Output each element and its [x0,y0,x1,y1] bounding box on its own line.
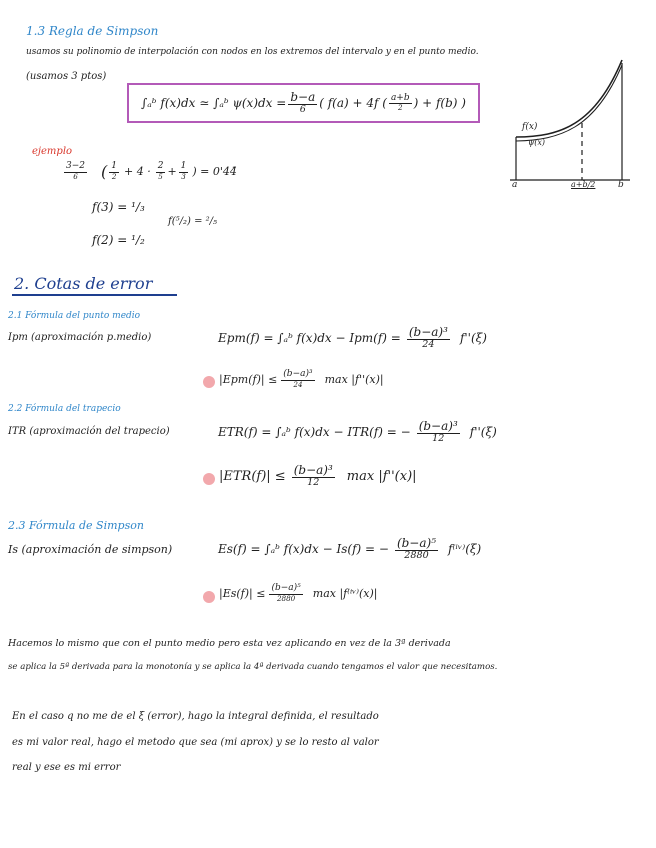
pm-equation [218,326,487,351]
tr-eq-num: (b−a)³ [418,419,458,433]
example-open: ( [101,162,108,181]
sp-eq-den: 2880 [404,550,429,562]
sp-eq-frac [395,537,438,562]
sp-bound-frac [269,584,302,603]
example-plus: + [167,165,177,178]
sp-heading: 2.3 Fórmula de Simpson [8,519,144,532]
sp-bound-den: 2880 [276,593,296,603]
example-calc [62,162,237,181]
sp-bound-num: (b−a)⁵ [271,583,301,593]
tr-bound-tail: max |f''(x)| [346,468,417,484]
example-result: ) = 0'44̄ [192,165,237,178]
example-t1-den: 2 [111,171,117,181]
mid-num: a+b [390,92,410,103]
graph-fx-label: f(x) [522,122,538,132]
pm-bound-frac [281,370,314,389]
note2-line1: En el caso q no me de el ξ (error), hago la integral definida, el resultado [12,711,379,722]
formula-paren-a: ( f(a) + 4f ( [319,96,387,110]
note2-line3: real y ese es mi error [12,762,121,773]
tr-eq-frac [417,420,460,445]
simpson-formula-mid [389,94,412,113]
tr-label: ITR (aproximación del trapecio) [8,426,170,437]
pm-label: Ipm (aproximación p.medio) [8,332,152,343]
example-coef-num: 3−2 [66,161,85,172]
pm-eq-num: (b−a)³ [408,325,448,339]
pm-bound [219,370,384,389]
example-t3 [179,162,189,181]
example-t1 [109,162,119,181]
sp-equation [218,537,481,562]
note1-line2: se aplica la 5ª derivada para la monotonía y se aplica la 4ª derivada cuando tengamos el valor que necesitamos. [8,662,498,672]
simpson-formula-lhs: ∫ₐᵇ f(x)dx ≃ ∫ₐᵇ ψ(x)dx = [141,96,287,110]
sp-bound [219,584,377,603]
sp-label: Is (aproximación de simpson) [8,543,173,556]
example-label: ejemplo [32,146,73,157]
note1-line1: Hacemos lo mismo que con el punto medio pero esta vez aplicando en vez de la 3ª derivada [8,638,451,649]
sp-eq-num: (b−a)⁵ [396,536,437,550]
coef-den: 6 [299,103,306,115]
simpson-heading: 1.3 Regla de Simpson [26,24,159,38]
pm-bullet [203,376,215,388]
cotas-underline [12,294,177,296]
example-f2: f(2) = ¹/₂ [92,233,145,247]
example-coef [64,162,87,181]
example-t2 [156,162,166,181]
tr-bullet [203,473,215,485]
example-t3-num: 1 [180,161,187,172]
coef-num: b−a [290,89,316,104]
pm-heading: 2.1 Fórmula del punto medio [8,311,141,321]
tr-bound-den: 12 [307,477,320,489]
graph-mid-label: a+b/2 [571,180,596,189]
example-mid: + 4 · [123,165,151,178]
pm-bound-tail: max |f''(x)| [324,372,384,386]
graph-psi-label: ψ(x) [528,138,546,147]
sp-bound-lhs: |Es(f)| ≤ [219,586,266,600]
tr-heading: 2.2 Fórmula del trapecio [8,404,121,414]
sp-bullet [203,591,215,603]
pm-eq-den: 24 [422,339,435,351]
pm-eq-frac [407,326,450,351]
simpson-line1: usamos su polinomio de interpolación con nodos en los extremos del intervalo y en el punto medio. [26,47,479,57]
example-t1-num: 1 [111,161,117,172]
formula-paren-b: ) + f(b) ) [413,96,466,110]
pm-eq-tail: f''(ξ) [459,331,487,346]
tr-bound-num: (b−a)³ [293,463,333,477]
mid-den: 2 [397,103,403,113]
pm-bound-lhs: |Epm(f)| ≤ [219,372,278,386]
pm-bound-num: (b−a)³ [283,369,313,379]
pm-eq-lhs: Epm(f) = ∫ₐᵇ f(x)dx − Ipm(f) = [218,331,401,346]
tr-eq-lhs: ETR(f) = ∫ₐᵇ f(x)dx − ITR(f) = − [218,425,411,440]
tr-equation [218,420,497,445]
cotas-heading: 2. Cotas de error [14,274,153,293]
simpson-formula-box [127,83,480,123]
example-f3: f(3) = ¹/₃ [92,200,145,214]
sp-eq-lhs: Es(f) = ∫ₐᵇ f(x)dx − Is(f) = − [218,542,389,557]
example-coef-den: 6 [73,171,78,181]
tr-bound-frac [292,464,335,489]
example-t3-den: 3 [181,171,186,181]
tr-eq-tail: f''(ξ) [469,425,497,440]
example-f52: f(⁵/₂) = ²/₅ [168,216,218,227]
sp-eq-tail: f⁽ⁱᵛ⁾(ξ) [448,542,482,557]
tr-bound-lhs: |ETR(f)| ≤ [219,468,286,484]
graph-b-label: b [618,180,624,190]
example-t2-den: 5 [158,171,163,181]
simpson-line2: (usamos 3 ptos) [26,71,107,82]
example-t2-num: 2 [157,161,164,172]
note2-line2: es mi valor real, hago el metodo que sea (mi aprox) y se lo resto al valor [12,737,379,748]
sp-bound-tail: max |f⁽ⁱᵛ⁾(x)| [312,586,378,600]
simpson-graph [500,55,640,195]
pm-bound-den: 24 [293,379,303,389]
graph-a-label: a [512,180,518,190]
tr-bound [219,464,417,489]
simpson-formula-coef [288,91,317,116]
tr-eq-den: 12 [432,433,445,445]
